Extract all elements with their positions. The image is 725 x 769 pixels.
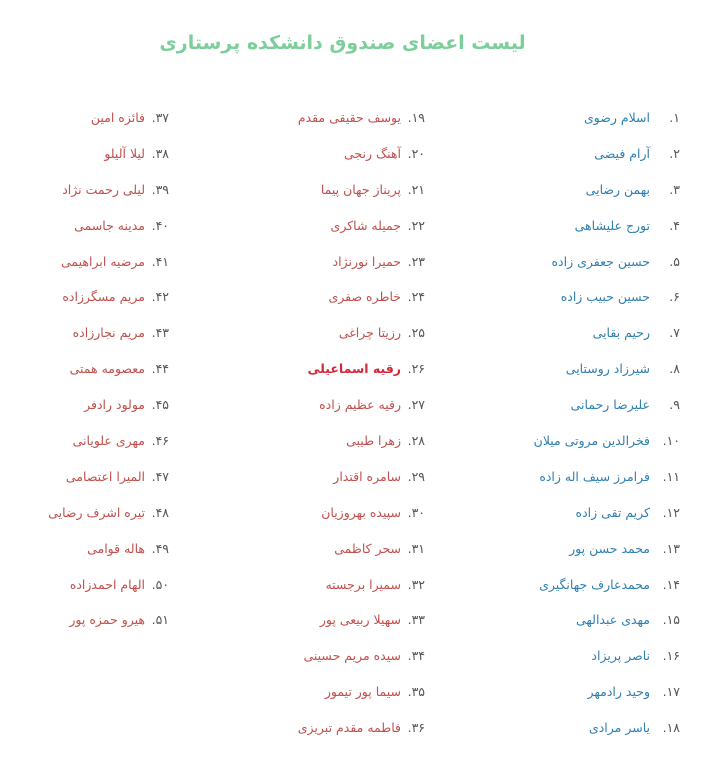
member-name: رزیتا چراغی bbox=[338, 325, 401, 341]
member-number: ۴۵. bbox=[151, 397, 169, 413]
member-number: ۲۴. bbox=[407, 289, 425, 305]
member-number: ۲۱. bbox=[407, 181, 425, 197]
member-name: هیرو حمزه پور bbox=[69, 612, 145, 628]
member-number: ۶. bbox=[669, 289, 680, 305]
member-list-item bbox=[275, 141, 425, 177]
member-list-item bbox=[29, 572, 169, 608]
member-number: ۱. bbox=[669, 110, 680, 125]
member-number: ۲۵. bbox=[407, 325, 425, 341]
member-name: سیما پور تیمور bbox=[324, 684, 401, 700]
member-number: ۳۵. bbox=[407, 684, 425, 700]
member-list-item bbox=[490, 715, 680, 751]
member-name: شیرزاد روستایی bbox=[565, 361, 650, 377]
member-name: الهام احمدزاده bbox=[69, 576, 145, 592]
member-list-item bbox=[490, 284, 680, 320]
member-list-item bbox=[275, 536, 425, 572]
member-name: محمد حسن پور bbox=[569, 540, 650, 556]
member-number: ۴۱. bbox=[151, 253, 169, 269]
member-name: ناصر پریزاد bbox=[591, 648, 650, 664]
member-list-item bbox=[490, 607, 680, 643]
member-name: مهری علویانی bbox=[72, 433, 145, 449]
member-list-item bbox=[29, 536, 169, 572]
member-number: ۳۶. bbox=[407, 720, 425, 736]
member-list-item bbox=[29, 607, 169, 643]
member-list-item bbox=[490, 500, 680, 536]
member-list-item bbox=[275, 356, 425, 392]
member-list-column-2 bbox=[275, 105, 425, 751]
member-name: آهنگ رنجی bbox=[343, 145, 401, 161]
member-name: سیده مریم حسینی bbox=[303, 648, 401, 664]
member-list-item bbox=[490, 572, 680, 608]
member-name: یوسف حقیقی مقدم bbox=[297, 110, 401, 125]
member-list-item bbox=[275, 572, 425, 608]
member-number: ۴۲. bbox=[151, 289, 169, 305]
member-number: ۱۱. bbox=[662, 468, 680, 484]
member-name: المیرا اعتصامی bbox=[65, 468, 145, 484]
member-name: یاسر مرادی bbox=[588, 720, 650, 736]
member-list-item bbox=[29, 356, 169, 392]
member-number: ۳. bbox=[669, 181, 680, 197]
member-list-item bbox=[490, 105, 680, 141]
member-list-item bbox=[29, 284, 169, 320]
member-number: ۴۳. bbox=[151, 325, 169, 341]
member-list-item bbox=[275, 643, 425, 679]
member-number: ۲۳. bbox=[407, 253, 425, 269]
member-number: ۴۴. bbox=[151, 361, 169, 377]
member-list-item bbox=[490, 392, 680, 428]
member-list-item bbox=[29, 213, 169, 249]
member-list-item bbox=[490, 464, 680, 500]
member-list-item bbox=[490, 428, 680, 464]
member-number: ۲۹. bbox=[407, 468, 425, 484]
member-name: حسین حبیب زاده bbox=[560, 289, 650, 305]
member-number: ۴۸. bbox=[151, 504, 169, 520]
member-name: رقیه عظیم زاده bbox=[319, 397, 401, 413]
member-number: ۷. bbox=[669, 325, 680, 341]
member-list-item bbox=[490, 320, 680, 356]
member-name: آرام فیضی bbox=[594, 145, 650, 161]
member-number: ۱۷. bbox=[662, 684, 680, 700]
member-name: تورج علیشاهی bbox=[574, 217, 650, 233]
member-list-item bbox=[29, 464, 169, 500]
member-number: ۵. bbox=[669, 253, 680, 269]
member-number: ۲. bbox=[669, 145, 680, 161]
member-number: ۱۵. bbox=[662, 612, 680, 628]
member-list-item bbox=[29, 177, 169, 213]
member-name: سامره اقتدار bbox=[333, 468, 401, 484]
member-list-item bbox=[490, 141, 680, 177]
member-name: مهدی عبدالهی bbox=[575, 612, 650, 628]
member-number: ۴۶. bbox=[151, 433, 169, 449]
member-number: ۳۷. bbox=[151, 110, 169, 125]
member-number: ۱۳. bbox=[662, 540, 680, 556]
member-list-item bbox=[275, 177, 425, 213]
member-name: مرضیه ابراهیمی bbox=[61, 253, 145, 269]
member-list-item bbox=[29, 500, 169, 536]
member-list-item bbox=[29, 105, 169, 141]
member-list-item bbox=[275, 392, 425, 428]
member-name: وحید رادمهر bbox=[587, 684, 650, 700]
member-number: ۴۷. bbox=[151, 468, 169, 484]
member-name: فاطمه مقدم تبریزی bbox=[297, 720, 401, 736]
member-name: سحر کاظمی bbox=[334, 540, 401, 556]
member-number: ۵۱. bbox=[151, 612, 169, 628]
member-number: ۲۸. bbox=[407, 433, 425, 449]
member-name: پریناز جهان پیما bbox=[320, 181, 401, 197]
member-name: هاله قوامی bbox=[87, 540, 145, 556]
member-name: رقیه اسماعیلی bbox=[307, 361, 401, 377]
page-title: لیست اعضای صندوق دانشکده پرستاری bbox=[159, 32, 526, 54]
member-number: ۹. bbox=[669, 397, 680, 413]
member-list-column-1 bbox=[490, 105, 680, 751]
member-number: ۲۲. bbox=[407, 217, 425, 233]
member-list-item bbox=[275, 320, 425, 356]
member-number: ۱۲. bbox=[662, 504, 680, 520]
member-list-item bbox=[275, 428, 425, 464]
member-list-item bbox=[275, 284, 425, 320]
member-name: تیره اشرف رضایی bbox=[48, 504, 145, 520]
member-name: اسلام رضوی bbox=[583, 110, 650, 125]
member-list-item bbox=[29, 428, 169, 464]
member-name: جمیله شاکری bbox=[330, 217, 401, 233]
member-name: محمدعارف جهانگیری bbox=[539, 576, 650, 592]
member-number: ۱۶. bbox=[662, 648, 680, 664]
member-name: لیلی رحمت نژاد bbox=[62, 181, 145, 197]
member-list-item bbox=[29, 249, 169, 285]
member-list-item bbox=[29, 392, 169, 428]
member-number: ۳۱. bbox=[407, 540, 425, 556]
member-number: ۱۴. bbox=[662, 576, 680, 592]
member-name: مدینه جاسمی bbox=[74, 217, 145, 233]
member-name: کریم تقی زاده bbox=[575, 504, 650, 520]
member-list-item bbox=[275, 715, 425, 751]
member-name: سپیده بهروزیان bbox=[321, 504, 401, 520]
member-number: ۱۰. bbox=[662, 433, 680, 449]
member-number: ۲۷. bbox=[407, 397, 425, 413]
member-number: ۳۰. bbox=[407, 504, 425, 520]
member-list-item bbox=[275, 213, 425, 249]
member-number: ۳۲. bbox=[407, 576, 425, 592]
member-list-item bbox=[275, 105, 425, 141]
member-list-item bbox=[275, 249, 425, 285]
member-number: ۳۴. bbox=[407, 648, 425, 664]
member-name: خاطره صفری bbox=[328, 289, 401, 305]
member-name: فائزه امین bbox=[90, 110, 145, 125]
member-list-item bbox=[490, 643, 680, 679]
member-name: رحیم بقایی bbox=[592, 325, 650, 341]
member-number: ۸. bbox=[669, 361, 680, 377]
member-name: فرامرز سیف اله زاده bbox=[539, 468, 650, 484]
member-name: سهیلا ربیعی پور bbox=[319, 612, 401, 628]
member-name: فخرالدین مروتی میلان bbox=[533, 433, 650, 449]
member-list-item bbox=[275, 679, 425, 715]
member-number: ۱۸. bbox=[662, 720, 680, 736]
member-number: ۳۹. bbox=[151, 181, 169, 197]
member-list-item bbox=[29, 141, 169, 177]
member-list-item bbox=[490, 213, 680, 249]
member-number: ۴. bbox=[669, 217, 680, 233]
member-name: زهرا طیبی bbox=[346, 433, 401, 449]
member-number: ۴۰. bbox=[151, 217, 169, 233]
member-name: سمیرا برجسته bbox=[325, 576, 401, 592]
member-list-item bbox=[490, 356, 680, 392]
member-name: مریم مسگرزاده bbox=[62, 289, 145, 305]
member-list-item bbox=[275, 464, 425, 500]
member-number: ۳۸. bbox=[151, 145, 169, 161]
member-name: مولود رادفر bbox=[84, 397, 145, 413]
member-list-column-3 bbox=[29, 105, 169, 643]
member-list-item bbox=[490, 679, 680, 715]
member-number: ۵۰. bbox=[151, 576, 169, 592]
member-name: حسین جعفری زاده bbox=[551, 253, 650, 269]
member-list-item bbox=[275, 500, 425, 536]
member-list-item bbox=[490, 536, 680, 572]
member-name: مریم نجارزاده bbox=[72, 325, 145, 341]
member-name: علیرضا رحمانی bbox=[570, 397, 650, 413]
member-list-item bbox=[275, 607, 425, 643]
member-number: ۱۹. bbox=[407, 110, 425, 125]
member-number: ۲۰. bbox=[407, 145, 425, 161]
member-number: ۴۹. bbox=[151, 540, 169, 556]
member-name: حمیرا نورنژاد bbox=[332, 253, 401, 269]
member-list-item bbox=[490, 249, 680, 285]
member-number: ۲۶. bbox=[407, 361, 425, 377]
member-name: بهمن رضایی bbox=[585, 181, 650, 197]
member-list-item bbox=[490, 177, 680, 213]
member-number: ۳۳. bbox=[407, 612, 425, 628]
member-name: لیلا آلیلو bbox=[104, 145, 145, 161]
member-list-item bbox=[29, 320, 169, 356]
member-name: معصومه همتی bbox=[69, 361, 145, 377]
